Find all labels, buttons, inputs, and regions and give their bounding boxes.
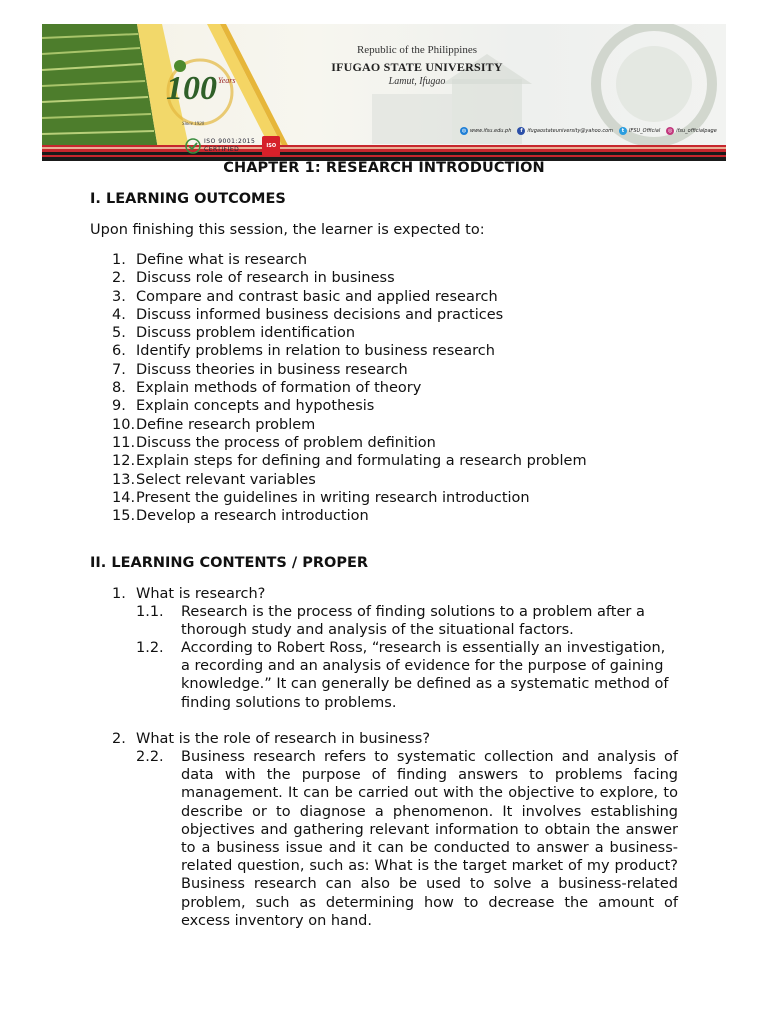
contact-twitter[interactable] <box>619 127 660 135</box>
outcomes-intro: Upon finishing this session, the learner is expected to: <box>90 222 485 238</box>
list-item: 1.1. Research is the process of finding solutions to a problem after a thorough study and analysis of the situational factors. <box>136 604 645 639</box>
globe-icon: ◍ <box>461 128 467 134</box>
header-banner <box>42 24 726 161</box>
contact-text: ifugaostateuniversity@yahoo.com <box>527 128 613 134</box>
iso-logo-icon: ISO <box>262 136 280 156</box>
section-heading-contents: II. LEARNING CONTENTS / PROPER <box>90 555 369 571</box>
question-what-is-research: 1. What is research? <box>112 586 266 602</box>
contact-instagram[interactable] <box>666 127 717 135</box>
anniversary-word: Years <box>218 76 236 85</box>
anniversary-logo <box>160 52 240 132</box>
facebook-icon: f <box>517 127 525 135</box>
contact-website[interactable] <box>460 127 511 135</box>
chapter-title: CHAPTER 1: RESEARCH INTRODUCTION <box>223 160 545 176</box>
contact-facebook[interactable] <box>517 127 613 135</box>
university-name: IFUGAO STATE UNIVERSITY <box>331 60 503 74</box>
since-label: Since 1920 <box>182 122 205 127</box>
iso-standard: ISO 9001:2015 <box>204 138 256 145</box>
anniversary-number: 100 <box>166 70 217 107</box>
university-location: Lamut, Ifugao <box>388 76 446 87</box>
contact-bar <box>460 124 717 138</box>
republic-label: Republic of the Philippines <box>356 44 478 56</box>
twitter-icon: t <box>619 127 627 135</box>
instagram-icon: ◎ <box>668 128 673 134</box>
section-heading-outcomes: I. LEARNING OUTCOMES <box>90 191 286 207</box>
iso-certified: CERTIFIED <box>204 146 240 153</box>
question-role-of-research: 2. What is the role of research in business? <box>112 731 431 747</box>
contact-text: IFSU_Official <box>629 128 661 134</box>
check-icon <box>185 138 201 154</box>
contact-text: www.ifsu.edu.ph <box>470 128 512 134</box>
list-item: 2.2. Business research refers to systematic collection and analysis of data with the purpose of finding answers to problems facing management. It can be carried out with the objective to explore, to describe or to diagnose a phenomenon. It involves establishing objectives and gathering relevant information to obtain the answer to a business issue and it can be conducted to answer a business- related question, such as: What is the target market of my product? Business research can also be used to solve a business-related problem, such as determining how to decrease the amount of excess inventory on hand. <box>136 749 678 929</box>
list-item: 1.2. According to Robert Ross, “research is essentially an investigation, a recording and an analysis of evidence for the purpose of gaining knowledge.” It can generally be defined as a systematic method of finding solutions to problems. <box>136 640 669 711</box>
contact-text: ifsu_officialpage <box>676 128 717 134</box>
iso-badge <box>185 136 280 156</box>
